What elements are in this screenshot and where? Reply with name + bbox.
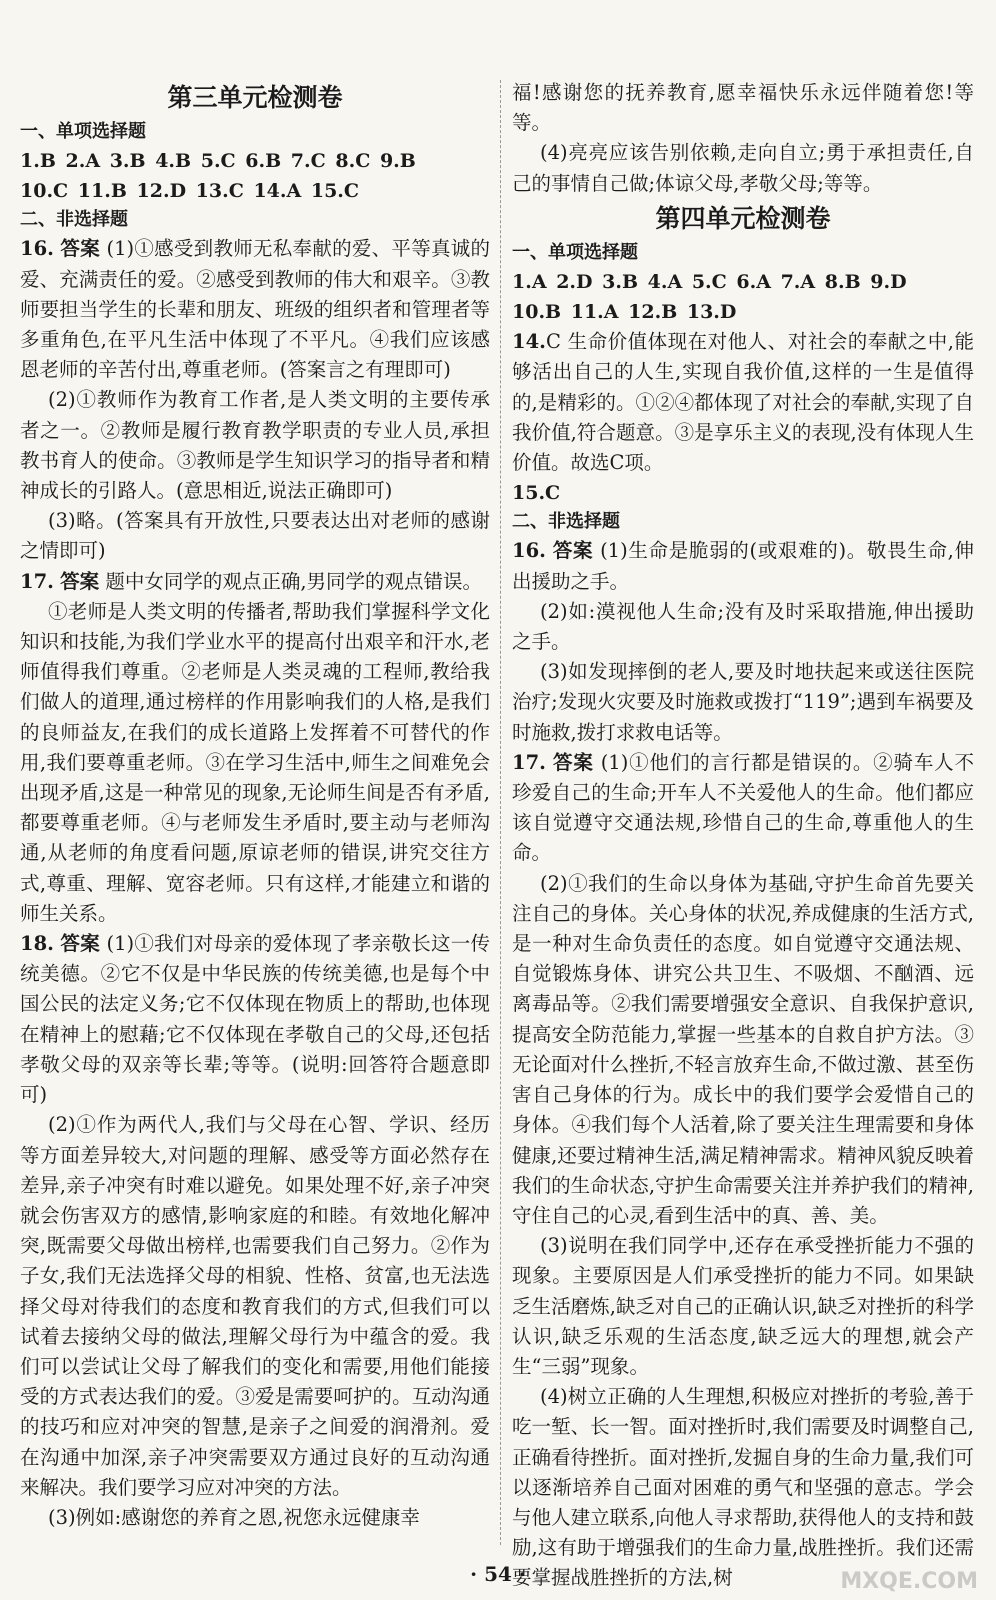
unit4-q17-part2: (2)①我们的生命以身体为基础,守护生命首先要关注自己的身体。关心身体的状况,养成健康的生活方式,是一种对生命负责任的态度。如自觉遵守交通法规、自觉锻炼身体、讲究公共卫生、不吸烟、不酗酒、远离毒品等。②我们需要增强安全意识、自我保护意识,提高安全防范能力,掌握一些基本的自救自护方法。③无论面对什么挫折,不轻言放弃生命,不做过激、甚至伤害自己身体的行为。成长中的我们要学会爱惜自己的身体。④我们每个人活着,除了要关注生理需要和身体健康,还要过精神生活,满足精神需求。精神风貌反映着我们的生命状态,守护生命需要关注并养护我们的精神,守住自己的心灵,看到生活中的真、善、美。 bbox=[512, 871, 974, 1227]
page-number: · 54 · bbox=[470, 1562, 526, 1586]
unit3-title: 第三单元检测卷 bbox=[167, 83, 343, 112]
answer-label: 答案 bbox=[60, 932, 100, 956]
answer-label: 答案 bbox=[552, 539, 594, 563]
unit4-q17-part1 bbox=[512, 748, 974, 869]
unit4-mc-answers-row2: 10.B 11.A 12.B 13.D bbox=[512, 301, 737, 324]
unit4-q16-part1 bbox=[512, 536, 974, 596]
unit4-q17-part3: (3)说明在我们同学中,还存在承受挫折能力不强的现象。主要原因是人们承受挫折的能力不同。如果缺乏生活磨炼,缺乏对自己的正确认识,缺乏对挫折的科学认识,缺乏乐观的生活态度,缺乏远大的理想,就会产生“三弱”现象。 bbox=[512, 1234, 974, 1378]
unit4-q16-part3: (3)如发现摔倒的老人,要及时地扶起来或送往医院治疗;发现火灾要及时施救或拨打“119”;遇到车祸要及时施救,拨打求救电话等。 bbox=[512, 660, 974, 744]
unit4-section-open-heading: 二、非选择题 bbox=[512, 511, 620, 533]
q14-explanation: C 生命价值体现在对他人、对社会的奉献之中,能够活出自己的人生,实现自我价值,这样的一生是值得的,是精彩的。①②④都体现了对社会的奉献,实现了自我价值,符合题意。③是享乐主义的表现,没有体现人生价值。故选C项。 bbox=[512, 330, 974, 475]
watermark-logo: MXQE.COM bbox=[840, 1569, 978, 1594]
unit3-q16-part1 bbox=[20, 234, 490, 385]
q16-number: 16. bbox=[512, 539, 546, 563]
unit3-q17-part2: ①老师是人类文明的传播者,帮助我们掌握科学文化知识和技能,为我们学业水平的提高付出艰辛和汗水,老师值得我们尊重。②老师是人类灵魂的工程师,教给我们做人的道理,通过榜样的作用影响我们的人格,是我们的良师益友,在我们的成长道路上发挥着不可替代的作用,我们要尊重老师。③在学习生活中,师生之间难免会出现矛盾,这是一种常见的现象,无论师生间是否有矛盾,都要尊重老师。④与老师发生矛盾时,要主动与老师沟通,从老师的角度看问题,原谅老师的错误,讲究交往方式,尊重、理解、宽容老师。只有这样,才能建立和谐的师生关系。 bbox=[20, 599, 490, 925]
answer-label: 答案 bbox=[60, 569, 100, 593]
unit3-q17-part1 bbox=[20, 567, 490, 597]
unit4-q16-part2: (2)如:漠视他人生命;没有及时采取措施,伸出援助之手。 bbox=[512, 599, 974, 654]
answer-label: 答案 bbox=[552, 750, 594, 774]
q17-part1-text: 题中女同学的观点正确,男同学的观点错误。 bbox=[105, 569, 483, 593]
left-column bbox=[20, 78, 490, 1533]
unit3-section-mc-heading: 一、单项选择题 bbox=[20, 121, 146, 142]
unit4-section-mc-heading: 一、单项选择题 bbox=[512, 241, 638, 263]
unit3-q18-part2: (2)①作为两代人,我们与父母在心智、学识、经历等方面差异较大,对问题的理解、感受等方面必然存在差异,亲子冲突有时难以避免。如果处理不好,亲子冲突就会伤害双方的感情,影响家庭的和睦。有效地化解冲突,既需要父母做出榜样,也需要我们自己努力。②作为子女,我们无法选择父母的相貌、性格、贫富,也无法选择父母对待我们的态度和教育我们的方式,但我们可以试着去接纳父母的做法,理解父母行为中蕴含的爱。我们可以尝试让父母了解我们的变化和需要,用他们能接受的方式表达我们的爱。③爱是需要呵护的。互动沟通的技巧和应对冲突的智慧,是亲子之间爱的润滑剂。爱在沟通中加深,亲子冲突需要双方通过良好的互动沟通来解决。我们要学习应对冲突的方法。 bbox=[20, 1113, 490, 1499]
unit3-section-open-heading: 二、非选择题 bbox=[20, 209, 128, 231]
q17-part1-text: (1)①他们的言行都是错误的。②骑车人不珍爱自己的生命;开车人不关爱他人的生命。他们都应该自觉遵守交通法规,珍惜自己的生命,尊重他人的生命。 bbox=[512, 750, 975, 865]
q18-number: 18. bbox=[20, 932, 54, 956]
unit4-mc-answers-row1: 1.A 2.D 3.B 4.A 5.C 6.A 7.A 8.B 9.D bbox=[512, 270, 907, 293]
unit3-q18-part1 bbox=[20, 929, 490, 1110]
q16-number: 16. bbox=[20, 237, 54, 261]
q14-number: 14. bbox=[512, 330, 546, 354]
unit3-mc-answers-row2: 10.C 11.B 12.D 13.C 14.A 15.C bbox=[20, 180, 360, 203]
q18-part1-text: (1)①我们对母亲的爱体现了孝亲敬长这一传统美德。②它不仅是中华民族的传统美德,也是每个中国公民的法定义务;它不仅体现在物质上的帮助,也体现在精神上的慰藉;它不仅体现在孝敬自己的父母,还包括孝敬父母的双亲等长辈;等等。(说明:回答符合题意即可) bbox=[20, 932, 491, 1107]
answer-label: 答案 bbox=[60, 237, 100, 261]
q17-number: 17. bbox=[512, 750, 546, 774]
unit3-q16-part2: (2)①教师作为教育工作者,是人类文明的主要传承者之一。②教师是履行教育教学职责的专业人员,承担教书育人的使命。③教师是学生知识学习的指导者和精神成长的引路人。(意思相近,说法正确即可) bbox=[20, 388, 490, 503]
right-column bbox=[512, 78, 974, 1594]
unit4-q15: 15.C bbox=[512, 482, 561, 505]
unit3-q18-part3: (3)例如:感谢您的养育之恩,祝您永远健康幸 bbox=[48, 1505, 420, 1529]
unit4-q17-part4: (4)树立正确的人生理想,积极应对挫折的考验,善于吃一堑、长一智。面对挫折时,我们需要及时调整自己,正确看待挫折。面对挫折,发掘自身的生命力量,我们可以逐渐培养自己面对困难的勇气和坚强的意志。学会与他人建立联系,向他人寻求帮助,获得他人的支持和鼓励,这有助于增强我们的生命力量,战胜挫折。我们还需要掌握战胜挫折的方法,树 bbox=[512, 1385, 974, 1590]
unit3-q16-part3: (3)略。(答案具有开放性,只要表达出对老师的感谢之情即可) bbox=[20, 509, 490, 563]
q16-part1-text: (1)生命是脆弱的(或艰难的)。敬畏生命,伸出援助之手。 bbox=[512, 539, 974, 593]
unit3-mc-answers-row1: 1.B 2.A 3.B 4.B 5.C 6.B 7.C 8.C 9.B bbox=[20, 150, 416, 172]
q16-part1-text: (1)①感受到教师无私奉献的爱、平等真诚的爱、充满责任的爱。②感受到教师的伟大和艰辛。③教师要担当学生的长辈和朋友、班级的组织者和管理者等多重角色,在平凡生活中体现了不平凡。④我们应该感恩老师的辛苦付出,尊重老师。(答案言之有理即可) bbox=[20, 237, 491, 382]
unit3-q18-part4: (4)亮亮应该告别依赖,走向自立;勇于承担责任,自己的事情自己做;体谅父母,孝敬父母;等等。 bbox=[512, 141, 974, 195]
unit3-q18-continued: 福!感谢您的抚养教育,愿幸福快乐永远伴随着您!等等。 bbox=[512, 81, 974, 135]
column-divider bbox=[500, 80, 501, 1545]
q17-number: 17. bbox=[20, 569, 54, 593]
unit4-title: 第四单元检测卷 bbox=[655, 203, 831, 233]
unit4-q14 bbox=[512, 327, 974, 478]
